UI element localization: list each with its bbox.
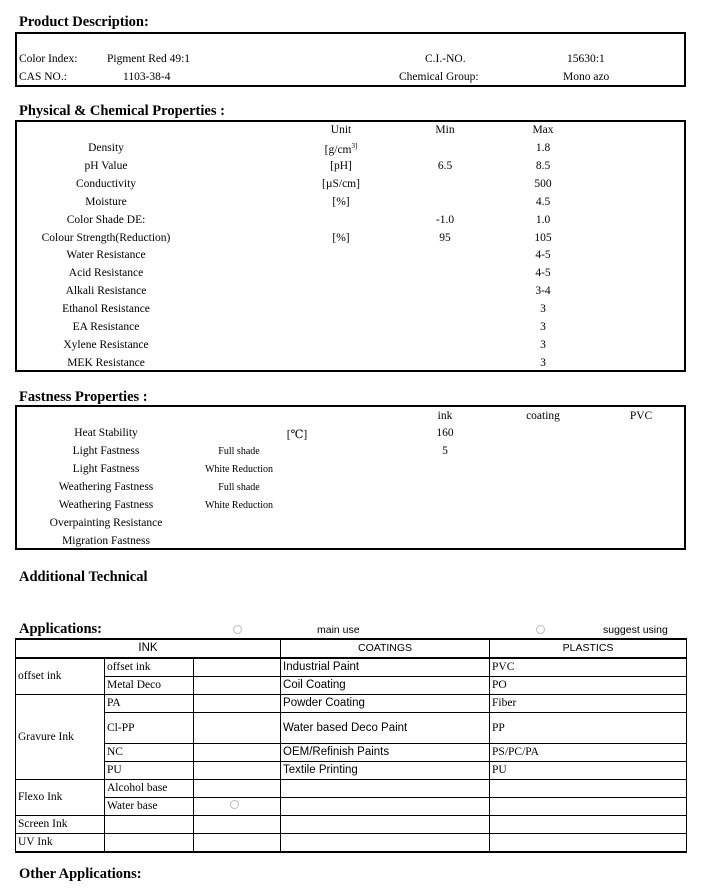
coating-column-header: coating xyxy=(526,410,560,422)
property-name: Xylene Resistance xyxy=(63,338,149,351)
property-min: 6.5 xyxy=(437,159,453,172)
additional-technical-heading: Additional Technical xyxy=(19,569,148,585)
other-applications-heading: Other Applications: xyxy=(19,866,142,882)
property-unit: [%] xyxy=(332,195,350,208)
coating-item: OEM/Refinish Paints xyxy=(281,744,490,762)
physical-properties-heading: Physical & Chemical Properties : xyxy=(19,103,225,119)
coating-item: Powder Coating xyxy=(281,695,490,713)
physical-properties-box xyxy=(15,120,686,372)
fastness-note: White Reduction xyxy=(204,500,274,511)
property-max: 3-4 xyxy=(535,285,551,298)
property-max: 1.0 xyxy=(535,213,551,226)
ink-item: Water base xyxy=(105,798,194,816)
ink-item: offset ink xyxy=(105,658,194,677)
plastic-item: PVC xyxy=(490,658,687,677)
empty-cell xyxy=(490,834,687,853)
property-min: -1.0 xyxy=(435,213,455,226)
applications-heading: Applications: xyxy=(19,621,102,637)
empty-cell xyxy=(490,798,687,816)
property-max: 105 xyxy=(534,231,552,244)
empty-cell xyxy=(281,780,490,798)
fastness-name: Light Fastness xyxy=(72,445,140,457)
empty-cell xyxy=(490,816,687,834)
fastness-unit: [℃] xyxy=(286,429,308,441)
property-max: 8.5 xyxy=(535,159,551,172)
max-column-header: Max xyxy=(532,124,554,136)
chemical-group-label: Chemical Group: xyxy=(399,71,479,83)
fastness-properties-heading: Fastness Properties : xyxy=(19,389,148,405)
fastness-note: White Reduction xyxy=(204,464,274,475)
color-index-value: Pigment Red 49:1 xyxy=(107,53,191,65)
property-name: Water Resistance xyxy=(66,249,146,262)
fastness-ink-value: 160 xyxy=(436,427,454,439)
property-max: 500 xyxy=(534,177,552,190)
ink-check-cell[interactable] xyxy=(194,798,281,816)
coating-item: Water based Deco Paint xyxy=(281,713,490,744)
ink-check-cell[interactable] xyxy=(194,713,281,744)
ci-no-value: 15630:1 xyxy=(567,53,605,65)
property-name: Colour Strength(Reduction) xyxy=(41,231,171,244)
water-base-radio-icon xyxy=(230,800,239,809)
property-unit: [$g/cm^{3]}$ xyxy=(324,142,358,156)
property-max: 4-5 xyxy=(535,267,551,280)
property-name: Acid Resistance xyxy=(68,267,144,280)
property-name: Density xyxy=(88,142,124,154)
ink-check-cell[interactable] xyxy=(194,695,281,713)
property-name: EA Resistance xyxy=(72,321,140,333)
ci-no-label: C.I.-NO. xyxy=(425,53,466,65)
ink-item: PA xyxy=(105,695,194,713)
product-description-heading: Product Description: xyxy=(19,14,149,30)
cas-value: 1103-38-4 xyxy=(123,71,171,83)
ink-item: Metal Deco xyxy=(105,677,194,695)
empty-cell xyxy=(281,834,490,853)
fastness-name: Heat Stability xyxy=(74,427,138,439)
ink-check-cell[interactable] xyxy=(194,658,281,677)
plastics-section-header: PLASTICS xyxy=(490,639,687,658)
applications-table xyxy=(15,638,687,853)
min-column-header: Min xyxy=(435,124,455,136)
ink-item: NC xyxy=(105,744,194,762)
fastness-name: Overpainting Resistance xyxy=(49,517,163,529)
property-max: 3 xyxy=(540,321,546,333)
property-unit: [pH] xyxy=(330,159,352,172)
suggest-using-label: suggest using xyxy=(603,624,668,636)
ink-check-cell[interactable] xyxy=(194,677,281,695)
coatings-section-header: COATINGS xyxy=(281,639,490,658)
fastness-name: Weathering Fastness xyxy=(58,481,154,493)
cas-label: CAS NO.: xyxy=(19,71,67,83)
property-max: 3 xyxy=(540,338,546,351)
property-unit-superscript: 3] xyxy=(351,142,358,150)
product-description-box xyxy=(15,32,686,87)
fastness-name: Weathering Fastness xyxy=(58,499,154,511)
fastness-name: Migration Fastness xyxy=(62,535,150,547)
plastic-item: PS/PC/PA xyxy=(490,744,687,762)
property-name: Ethanol Resistance xyxy=(62,303,150,316)
gravure-ink-group: Gravure Ink xyxy=(16,695,105,780)
offset-ink-group: offset ink xyxy=(16,658,105,695)
property-name: Alkali Resistance xyxy=(65,285,147,298)
flexo-ink-group: Flexo Ink xyxy=(16,780,105,816)
color-index-label: Color Index: xyxy=(19,53,78,65)
main-use-radio-icon xyxy=(233,625,242,634)
fastness-name: Light Fastness xyxy=(72,463,140,475)
ink-check-cell[interactable] xyxy=(194,744,281,762)
empty-cell xyxy=(281,798,490,816)
coating-item: Coil Coating xyxy=(281,677,490,695)
ink-section-header: INK xyxy=(16,639,281,658)
ink-item: PU xyxy=(105,762,194,780)
property-max: 1.8 xyxy=(535,142,551,154)
empty-cell xyxy=(490,780,687,798)
chemical-group-value: Mono azo xyxy=(563,71,610,83)
fastness-properties-box xyxy=(15,405,686,550)
pvc-column-header: PVC xyxy=(629,410,653,422)
property-name: Moisture xyxy=(85,195,127,208)
empty-cell xyxy=(281,816,490,834)
suggest-using-radio-icon xyxy=(536,625,545,634)
fastness-note: Full shade xyxy=(218,446,260,457)
empty-cell xyxy=(194,816,281,834)
property-name: Conductivity xyxy=(75,177,137,190)
empty-cell xyxy=(194,834,281,853)
fastness-note: Full shade xyxy=(218,482,260,493)
plastic-item: PO xyxy=(490,677,687,695)
property-name: pH Value xyxy=(84,159,128,172)
coating-item: Industrial Paint xyxy=(281,658,490,677)
property-max: 4.5 xyxy=(535,195,551,208)
screen-ink-group: Screen Ink xyxy=(16,816,105,834)
plastic-item: Fiber xyxy=(490,695,687,713)
property-unit: [µS/cm] xyxy=(322,177,360,190)
plastic-item: PP xyxy=(490,713,687,744)
property-max: 4-5 xyxy=(535,249,551,262)
property-max: 3 xyxy=(540,356,546,369)
coating-item: Textile Printing xyxy=(281,762,490,780)
unit-column-header: Unit xyxy=(330,124,352,136)
property-name: MEK Resistance xyxy=(67,356,145,369)
property-max: 3 xyxy=(540,303,546,316)
ink-check-cell[interactable] xyxy=(194,762,281,780)
ink-item: Cl-PP xyxy=(105,713,194,744)
property-min: 95 xyxy=(439,231,451,244)
ink-check-cell[interactable] xyxy=(194,780,281,798)
ink-item: Alcohol base xyxy=(105,780,194,798)
empty-cell xyxy=(105,834,194,853)
uv-ink-group: UV Ink xyxy=(16,834,105,853)
fastness-ink-value: 5 xyxy=(442,445,448,457)
main-use-label: main use xyxy=(317,624,360,636)
ink-column-header: ink xyxy=(437,410,453,422)
plastic-item: PU xyxy=(490,762,687,780)
property-name: Color Shade DE: xyxy=(66,213,146,226)
property-unit: [%] xyxy=(332,231,350,244)
empty-cell xyxy=(105,816,194,834)
